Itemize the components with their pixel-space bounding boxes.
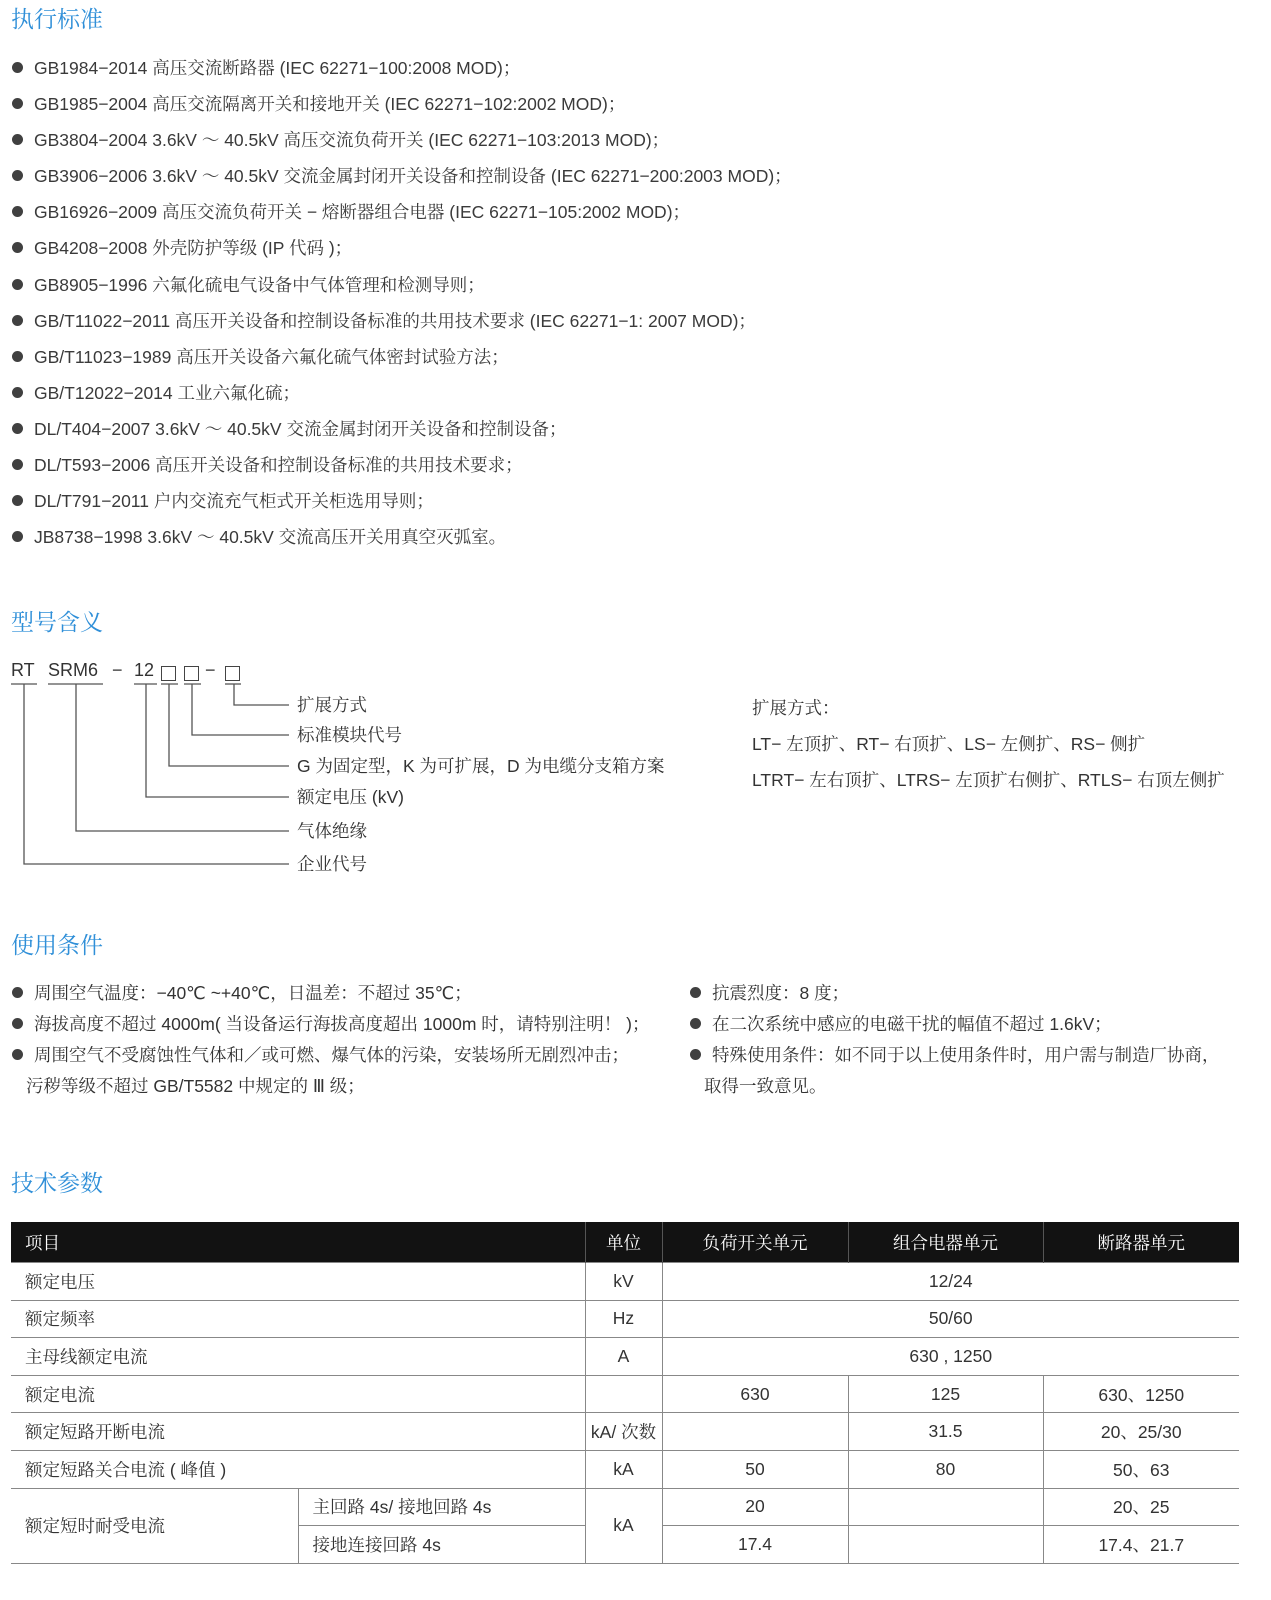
model-box-type bbox=[161, 662, 176, 686]
table-cell bbox=[848, 1526, 1043, 1564]
model-label-insulation: 气体绝缘 bbox=[297, 821, 367, 841]
table-row bbox=[11, 1450, 1239, 1488]
model-label-type: G 为固定型，K 为可扩展，D 为电缆分支箱方案 bbox=[297, 756, 665, 776]
table-cell bbox=[848, 1488, 1043, 1526]
model-diagram-lines bbox=[0, 0, 700, 880]
list-item: GB/T12022−2014 工业六氟化硫； bbox=[12, 379, 792, 415]
model-label-company: 企业代号 bbox=[297, 854, 367, 874]
table-row bbox=[11, 1375, 1239, 1413]
bullet-icon bbox=[12, 987, 23, 998]
table-cell: 50/60 bbox=[662, 1300, 1239, 1338]
table-cell: kA bbox=[585, 1450, 662, 1488]
list-item-continuation: 污秽等级不超过 GB/T5582 中规定的 Ⅲ 级； bbox=[26, 1076, 365, 1096]
bullet-icon bbox=[12, 1018, 23, 1029]
table-cell: 630 , 1250 bbox=[662, 1338, 1239, 1376]
conditions-right-list bbox=[690, 978, 1220, 1102]
list-item: 周围空气温度：−40℃ ~+40℃，日温差：不超过 35℃； bbox=[12, 978, 649, 1009]
list-item: DL/T404−2007 3.6kV ～ 40.5kV 交流金属封闭开关设备和控制设备； bbox=[12, 415, 792, 451]
table-row bbox=[11, 1413, 1239, 1451]
table-cell: 额定电压 bbox=[11, 1263, 585, 1301]
list-item: GB3804−2004 3.6kV ～ 40.5kV 高压交流负荷开关 (IEC 62271−103:2013 MOD)； bbox=[12, 126, 792, 162]
model-title: 型号含义 bbox=[11, 610, 103, 636]
list-item: 海拔高度不超过 4000m( 当设备运行海拔高度超出 1000m 时，请特别注明！ )； bbox=[12, 1009, 649, 1040]
table-cell: A bbox=[585, 1338, 662, 1376]
standards-title: 执行标准 bbox=[11, 7, 103, 33]
table-cell: 12/24 bbox=[662, 1263, 1239, 1301]
bullet-icon bbox=[690, 1049, 701, 1060]
table-cell: 17.4 bbox=[662, 1526, 848, 1564]
params-table bbox=[11, 1222, 1239, 1564]
list-item: GB1985−2004 高压交流隔离开关和接地开关 (IEC 62271−102:2002 MOD)； bbox=[12, 90, 792, 126]
extension-notes-line: LTRT− 左右顶扩、LTRS− 左顶扩右侧扩、RTLS− 右顶左侧扩 bbox=[752, 770, 1225, 790]
table-cell: kA bbox=[585, 1488, 662, 1563]
table-header-row bbox=[11, 1222, 1239, 1263]
bullet-icon bbox=[12, 1049, 23, 1060]
table-cell: kV bbox=[585, 1263, 662, 1301]
table-cell: kA/ 次数 bbox=[585, 1413, 662, 1451]
model-box-module bbox=[184, 662, 199, 686]
table-cell: 20、25 bbox=[1043, 1488, 1239, 1526]
model-code-rt: RT bbox=[11, 660, 35, 680]
model-label-extension: 扩展方式 bbox=[297, 695, 367, 715]
header-unit: 单位 bbox=[585, 1222, 662, 1263]
model-code-srm6: SRM6 bbox=[48, 660, 99, 680]
list-item: DL/T593−2006 高压开关设备和控制设备标准的共用技术要求； bbox=[12, 451, 792, 487]
table-cell: 主母线额定电流 bbox=[11, 1338, 585, 1376]
conditions-title: 使用条件 bbox=[11, 933, 103, 959]
table-cell: 31.5 bbox=[848, 1413, 1043, 1451]
list-item: GB1984−2014 高压交流断路器 (IEC 62271−100:2008 MOD)； bbox=[12, 54, 792, 90]
table-cell: 额定电流 bbox=[11, 1375, 585, 1413]
extension-notes bbox=[752, 690, 1242, 794]
list-item: GB8905−1996 六氟化硫电气设备中气体管理和检测导则； bbox=[12, 271, 792, 307]
list-item: GB16926−2009 高压交流负荷开关 − 熔断器组合电器 (IEC 62271−105:2002 MOD)； bbox=[12, 198, 792, 234]
list-item: GB/T11022−2011 高压开关设备和控制设备标准的共用技术要求 (IEC 62271−1: 2007 MOD)； bbox=[12, 307, 792, 343]
table-cell: 额定短路关合电流 ( 峰值 ) bbox=[11, 1450, 585, 1488]
header-item: 项目 bbox=[11, 1222, 585, 1263]
table-cell: 额定短路开断电流 bbox=[11, 1413, 585, 1451]
model-code-dash: − bbox=[205, 660, 216, 680]
table-cell: 额定频率 bbox=[11, 1300, 585, 1338]
header-load-switch: 负荷开关单元 bbox=[662, 1222, 848, 1263]
list-item: GB3906−2006 3.6kV ～ 40.5kV 交流金属封闭开关设备和控制设备 (IEC 62271−200:2003 MOD)； bbox=[12, 162, 792, 198]
table-row bbox=[11, 1263, 1239, 1301]
table-cell: 50、63 bbox=[1043, 1450, 1239, 1488]
table-cell: 主回路 4s/ 接地回路 4s bbox=[298, 1488, 585, 1526]
list-item: JB8738−1998 3.6kV ～ 40.5kV 交流高压开关用真空灭弧室。 bbox=[12, 523, 792, 559]
table-row bbox=[11, 1488, 1239, 1526]
table-cell: Hz bbox=[585, 1300, 662, 1338]
list-item-continuation: 取得一致意见。 bbox=[704, 1076, 827, 1096]
header-combination: 组合电器单元 bbox=[848, 1222, 1043, 1263]
list-item: DL/T791−2011 户内交流充气柜式开关柜选用导则； bbox=[12, 487, 792, 523]
table-cell: 50 bbox=[662, 1450, 848, 1488]
table-cell: 20、25/30 bbox=[1043, 1413, 1239, 1451]
table-row bbox=[11, 1338, 1239, 1376]
model-code-dash: − bbox=[112, 660, 123, 680]
table-cell: 630 bbox=[662, 1375, 848, 1413]
list-item: 在二次系统中感应的电磁干扰的幅值不超过 1.6kV； bbox=[690, 1009, 1220, 1040]
list-item: 抗震烈度：8 度； bbox=[690, 978, 1220, 1009]
list-item: GB/T11023−1989 高压开关设备六氟化硫气体密封试验方法； bbox=[12, 343, 792, 379]
table-cell: 125 bbox=[848, 1375, 1043, 1413]
table-cell bbox=[585, 1375, 662, 1413]
list-item: GB4208−2008 外壳防护等级 (IP 代码 )； bbox=[12, 234, 792, 270]
table-cell: 17.4、21.7 bbox=[1043, 1526, 1239, 1564]
list-item: 周围空气不受腐蚀性气体和／或可燃、爆气体的污染，安装场所无剧烈冲击； bbox=[12, 1040, 649, 1071]
table-cell bbox=[662, 1413, 848, 1451]
table-cell: 20 bbox=[662, 1488, 848, 1526]
table-cell: 额定短时耐受电流 bbox=[11, 1488, 298, 1563]
list-item: 特殊使用条件：如不同于以上使用条件时，用户需与制造厂协商， bbox=[690, 1040, 1220, 1071]
model-box-extension bbox=[225, 662, 240, 686]
conditions-left-list bbox=[12, 978, 649, 1102]
header-breaker: 断路器单元 bbox=[1043, 1222, 1239, 1263]
bullet-icon bbox=[690, 1018, 701, 1029]
table-cell: 接地连接回路 4s bbox=[298, 1526, 585, 1564]
table-row bbox=[11, 1300, 1239, 1338]
table-cell: 630、1250 bbox=[1043, 1375, 1239, 1413]
table-cell: 80 bbox=[848, 1450, 1043, 1488]
model-label-voltage: 额定电压 (kV) bbox=[297, 787, 404, 807]
extension-notes-title: 扩展方式： bbox=[752, 698, 840, 718]
params-title: 技术参数 bbox=[11, 1171, 103, 1197]
model-code-voltage: 12 bbox=[134, 660, 155, 680]
extension-notes-line: LT− 左顶扩、RT− 右顶扩、LS− 左侧扩、RS− 侧扩 bbox=[752, 734, 1146, 754]
model-label-module: 标准模块代号 bbox=[297, 725, 402, 745]
bullet-icon bbox=[690, 987, 701, 998]
